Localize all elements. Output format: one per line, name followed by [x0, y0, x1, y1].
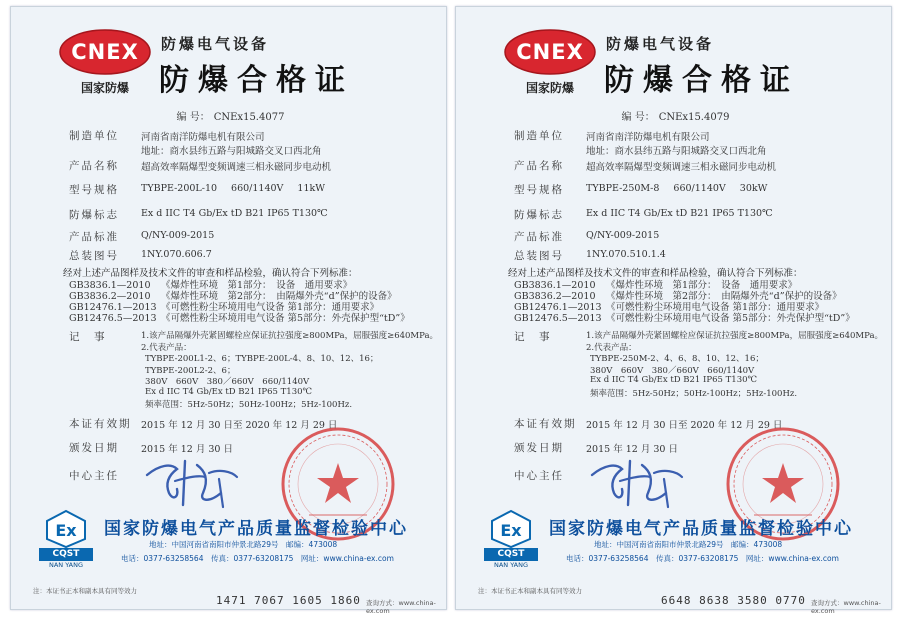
- remark-line: 1.该产品隔爆外壳紧固螺栓应保证抗拉强度≥800MPa，屈服强度≥640MPa。: [586, 331, 884, 341]
- value-model: [586, 183, 767, 194]
- ex-cqst-logo: [484, 510, 538, 574]
- standards-intro: 经对上述产品图样及技术文件的审查和样品检验，确认符合下列标准：: [63, 268, 358, 279]
- issuer-contact: 电话：0377-63258564 传真：0377-63208175 网址：www.china-ex.com: [566, 554, 839, 563]
- standard-code: GB12476.1—2013: [69, 302, 157, 313]
- cnex-logo-subtitle: 国家防爆: [80, 81, 129, 95]
- model-power: 11kW: [297, 183, 326, 194]
- remark-line: 380V 660V 380／660V 660/1140V: [145, 377, 310, 387]
- value-model: [141, 183, 325, 194]
- standard-code: GB12476.1—2013: [514, 302, 602, 313]
- remark-line: TYBPE-200L2-2、6；: [145, 365, 236, 376]
- value-issue-date: 2015 年 12 月 30 日: [586, 444, 678, 455]
- label-model: 型号规格: [514, 184, 564, 196]
- standard-description: 《可燃性粉尘环境用电气设备 第1部分：通用要求》: [161, 302, 380, 313]
- issuer-name: 国家防爆电气产品质量监督检验中心: [549, 519, 853, 539]
- value-marking: Ex d IIC T4 Gb/Ex tD B21 IP65 T130℃: [141, 208, 328, 219]
- label-drawing: 总装图号: [69, 250, 119, 262]
- value-validity: 2015 年 12 月 30 日至 2020 年 12 月 29 日: [586, 420, 783, 431]
- label-product: 产品名称: [514, 160, 564, 172]
- label-validity: 本证有效期: [514, 418, 577, 430]
- certificate-number-label: 编 号：: [621, 112, 655, 123]
- label-issue-date: 颁发日期: [514, 442, 564, 454]
- certificate-right: [455, 6, 892, 615]
- standard-description: 《可燃性粉尘环境用电气设备 第1部分：通用要求》: [606, 302, 825, 313]
- standard-description: 《可燃性粉尘环境用电气设备 第5部分：外壳保护型“tD”》: [606, 313, 855, 324]
- nanyang-label: NAN YANG: [48, 561, 84, 569]
- value-product: 超高效率隔爆型变频调速三相永磁同步电动机: [586, 162, 777, 173]
- standard-code: GB12476.5—2013: [514, 313, 602, 324]
- cnex-logo-text: CNEX: [516, 40, 584, 64]
- standard-code: GB12476.5—2013: [69, 313, 157, 324]
- certificate-number-value: CNEx15.4079: [658, 112, 730, 123]
- cnex-logo: [504, 29, 596, 96]
- serial-number: 6648 8638 3580 0770: [661, 594, 806, 607]
- cnex-logo-subtitle: 国家防爆: [525, 81, 574, 95]
- standard-description: 《爆炸性环境 第2部分： 由隔爆外壳“d”保护的设备》: [606, 291, 842, 302]
- remark-line: TYBPE-200L1-2、6；TYBPE-200L-4、8、10、12、16；: [145, 354, 379, 364]
- director-signature: [584, 453, 694, 513]
- inquiry-website: 查询方式：www.china-ex.com: [366, 599, 436, 615]
- label-maker: 制造单位: [514, 130, 564, 142]
- issuer-address: 地址：中国河南省南阳市仲景北路29号 邮编：473008: [594, 540, 783, 549]
- model-power: 30kW: [739, 183, 768, 194]
- cqst-label: CQST: [484, 548, 538, 561]
- value-maker: 河南省南洋防爆电机有限公司: [141, 132, 265, 143]
- standard-code: GB3836.2—2010: [514, 291, 596, 302]
- remark-line: 频率范围：5Hz-50Hz；50Hz-100Hz；5Hz-100Hz.: [145, 400, 353, 410]
- certificate-number: [11, 108, 446, 123]
- label-issue-date: 颁发日期: [69, 442, 119, 454]
- value-drawing: 1NY.070.606.7: [141, 249, 212, 260]
- value-marking: Ex d IIC T4 Gb/Ex tD B21 IP65 T130℃: [586, 208, 773, 219]
- remark-line: 380V 660V 380／660V 660/1140V: [590, 365, 755, 376]
- remark-line: 2.代表产品：: [141, 342, 192, 353]
- cqst-label: CQST: [39, 548, 93, 561]
- standard-code: GB3836.2—2010: [69, 291, 151, 302]
- standard-code: GB3836.1—2010: [69, 280, 151, 291]
- value-standard: Q/NY-009-2015: [586, 230, 660, 241]
- cnex-logo-text: CNEX: [71, 40, 139, 64]
- validity-footnote: 注：本证书正本和副本具有同等效力: [478, 587, 582, 595]
- remark-line: 频率范围：5Hz-50Hz；50Hz-100Hz；5Hz-100Hz.: [590, 388, 798, 399]
- value-standard: Q/NY-009-2015: [141, 230, 215, 241]
- standard-description: 《爆炸性环境 第2部分： 由隔爆外壳“d”保护的设备》: [161, 291, 397, 302]
- value-validity: 2015 年 12 月 30 日至 2020 年 12 月 29 日: [141, 420, 338, 431]
- nanyang-label: NAN YANG: [493, 561, 529, 569]
- standard-item: [514, 310, 855, 324]
- standards-intro: 经对上述产品图样及技术文件的审查和样品检验，确认符合下列标准：: [508, 268, 803, 279]
- cnex-logo: [59, 29, 151, 96]
- issuer-contact: 电话：0377-63258564 传真：0377-63208175 网址：www.china-ex.com: [121, 554, 394, 563]
- value-drawing: 1NY.070.510.1.4: [586, 249, 666, 260]
- label-drawing: 总装图号: [514, 250, 564, 262]
- certificate-number: [456, 108, 891, 123]
- label-standard: 产品标准: [514, 231, 564, 243]
- label-remarks: 记 事: [69, 331, 107, 343]
- validity-footnote: 注：本证书正本和副本具有同等效力: [33, 587, 137, 595]
- certificate-left: [10, 6, 447, 615]
- label-marking: 防爆标志: [514, 209, 564, 221]
- equipment-category: 防爆电气设备: [606, 35, 715, 53]
- equipment-category: 防爆电气设备: [161, 35, 270, 53]
- standard-description: 《爆炸性环境 第1部分： 设备 通用要求》: [606, 280, 798, 291]
- model-voltage: 660/1140V: [673, 183, 726, 194]
- model-number: TYBPE-250M-8: [586, 183, 660, 194]
- issuer-name: 国家防爆电气产品质量监督检验中心: [104, 519, 408, 539]
- model-voltage: 660/1140V: [231, 183, 284, 194]
- label-validity: 本证有效期: [69, 418, 132, 430]
- label-marking: 防爆标志: [69, 209, 119, 221]
- standard-code: GB3836.1—2010: [514, 280, 596, 291]
- remark-line: 1.该产品隔爆外壳紧固螺栓应保证抗拉强度≥800MPa，屈服强度≥640MPa。: [141, 331, 439, 341]
- director-signature: [139, 453, 249, 513]
- label-director: 中心主任: [514, 470, 564, 482]
- ex-cqst-logo: [39, 510, 93, 574]
- value-issue-date: 2015 年 12 月 30 日: [141, 444, 233, 455]
- standard-item: [69, 310, 410, 324]
- remark-line: TYBPE-250M-2、4、6、8、10、12、16；: [590, 354, 764, 364]
- certificate-title: 防爆合格证: [159, 63, 354, 98]
- model-number: TYBPE-200L-10: [141, 183, 218, 194]
- label-director: 中心主任: [69, 470, 119, 482]
- remark-line: Ex d IIC T4 Gb/Ex tD B21 IP65 T130℃: [590, 375, 758, 385]
- inquiry-website: 查询方式：www.china-ex.com: [811, 599, 881, 615]
- label-remarks: 记 事: [514, 331, 552, 343]
- certificate-number-label: 编 号：: [176, 112, 210, 123]
- remark-line: 2.代表产品：: [586, 342, 637, 353]
- serial-number: 1471 7067 1605 1860: [216, 594, 361, 607]
- label-product: 产品名称: [69, 160, 119, 172]
- value-address: 地址：商水县纬五路与阳城路交叉口西北角: [141, 146, 322, 157]
- label-standard: 产品标准: [69, 231, 119, 243]
- value-maker: 河南省南洋防爆电机有限公司: [586, 132, 710, 143]
- standard-description: 《可燃性粉尘环境用电气设备 第5部分：外壳保护型“tD”》: [161, 313, 410, 324]
- value-product: 超高效率隔爆型变频调速三相永磁同步电动机: [141, 162, 332, 173]
- remark-line: Ex d IIC T4 Gb/Ex tD B21 IP65 T130℃: [145, 386, 313, 397]
- ex-mark: Ex: [55, 521, 77, 540]
- certificate-number-value: CNEx15.4077: [213, 112, 285, 123]
- label-model: 型号规格: [69, 184, 119, 196]
- issuer-address: 地址：中国河南省南阳市仲景北路29号 邮编：473008: [149, 540, 338, 549]
- certificate-title: 防爆合格证: [604, 63, 799, 98]
- ex-mark: Ex: [500, 521, 522, 540]
- standard-description: 《爆炸性环境 第1部分： 设备 通用要求》: [161, 280, 353, 291]
- value-address: 地址：商水县纬五路与阳城路交叉口西北角: [586, 146, 767, 157]
- label-maker: 制造单位: [69, 130, 119, 142]
